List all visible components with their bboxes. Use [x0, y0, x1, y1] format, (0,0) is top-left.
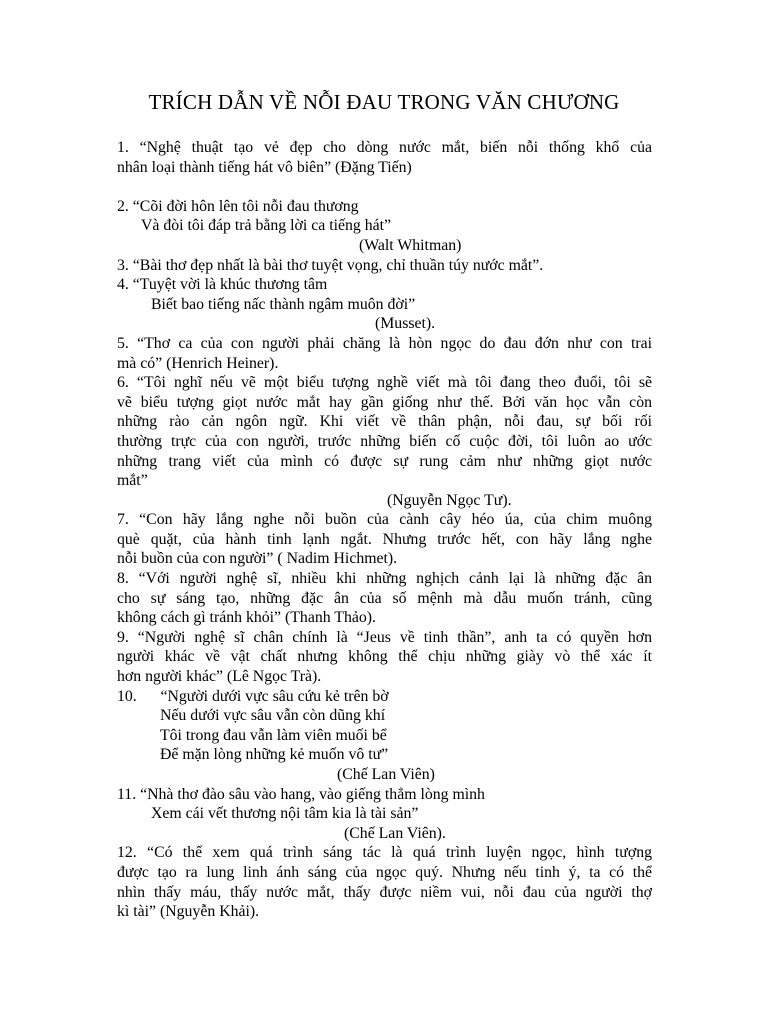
page-title: TRÍCH DẪN VỀ NỖI ĐAU TRONG VĂN CHƯƠNG [148, 90, 620, 114]
quote-6-line-3: những rào cản ngôn ngữ. Khi viết về thân phận, nỗi đau, sự bối rối [117, 413, 652, 431]
paragraph-gap [117, 177, 652, 197]
quote-8-line-2: cho sự sáng tạo, những đặc ân của số mệnh mà dẫu muốn tránh, cũng [117, 589, 652, 607]
quote-1-line-1: 1. “Nghệ thuật tạo vẻ đẹp cho dòng nước mắt, biến nỗi thống khổ của [117, 139, 652, 156]
quote-12-line-3: nhìn thấy máu, thấy nước mắt, thấy được niềm vui, nỗi đau của người thợ [117, 883, 652, 901]
quote-6-line-5: những trang viết của mình có được sự rung cảm như những giọt nước [117, 452, 652, 470]
quote-2-line-2: Và đòi tôi đáp trả bằng lời ca tiếng hát” [141, 217, 392, 235]
document-body [117, 138, 652, 922]
quote-2-author: (Walt Whitman) [359, 236, 462, 254]
quote-11-line-2: Xem cái vết thương nội tâm kia là tài sản” [151, 805, 419, 823]
quote-6-line-4: thường trực của con người, trước những biến cố cuộc đời, tôi luôn ao ước [117, 432, 652, 450]
quote-10-author: (Chế Lan Viên) [337, 766, 435, 783]
quote-5-line-2: mà có” (Henrich Heiner). [117, 354, 279, 372]
quote-11-author: (Chế Lan Viên). [344, 824, 446, 842]
quote-10-line-2: Nếu dưới vực sâu vẫn còn dũng khí [160, 707, 386, 725]
quote-7-line-2: què quặt, của hành tinh lạnh ngắt. Nhưng trước hết, con hãy lắng nghe [117, 530, 652, 548]
quote-6-line-6: mắt” [117, 472, 148, 490]
quote-1-line-2: nhân loại thành tiếng hát vô biên” (Đặng Tiến) [117, 158, 412, 176]
quote-5-line-1: 5. “Thơ ca của con người phải chăng là hòn ngọc do đau đớn như con trai [117, 334, 652, 352]
quote-4-line-2: Biết bao tiếng nấc thành ngâm muôn đời” [151, 295, 416, 313]
quote-7-line-3: nỗi buồn của con người” ( Nadim Hichmet). [117, 550, 398, 568]
quote-12-line-2: được tạo ra lung linh ánh sáng của ngọc quý. Nhưng nếu tinh ý, ta có thể [117, 863, 652, 881]
quote-12-line-1: 12. “Có thể xem quá trình sáng tác là quá trình luyện ngọc, hình tượng [117, 844, 652, 862]
quote-10-line-4: Để mặn lòng những kẻ muốn vô tư” [160, 746, 389, 764]
quote-10-number: 10. [117, 687, 137, 705]
quote-4-line-1: 4. “Tuyệt vời là khúc thương tâm [117, 276, 328, 294]
quote-9-line-2: người khác về vật chất nhưng không thể chịu những giày vò thể xác ít [117, 648, 652, 666]
quote-6-line-1: 6. “Tôi nghĩ nếu vẽ một biểu tượng nghề viết mà tôi đang theo đuổi, tôi sẽ [117, 374, 652, 392]
quote-10-line-1 [117, 687, 652, 707]
quote-6-line-2: vẽ biểu tượng giọt nước mắt hay gần giống như thế. Bởi văn học vẫn còn [117, 393, 652, 411]
quote-12-line-4: kì tài” (Nguyễn Khải). [117, 903, 260, 921]
quote-9-line-1: 9. “Người nghệ sĩ chân chính là “Jeus về tinh thần”, anh ta có quyền hơn [117, 628, 652, 646]
quote-11-line-1: 11. “Nhà thơ đào sâu vào hang, vào giếng thẳm lòng mình [117, 785, 485, 803]
quote-3-line-1: 3. “Bài thơ đẹp nhất là bài thơ tuyệt vọng, chỉ thuần túy nước mắt”. [117, 256, 544, 274]
quote-9-line-3: hơn người khác” (Lê Ngọc Trà). [117, 668, 322, 686]
quote-10-line-3: Tôi trong đau vẫn làm viên muối bể [160, 726, 387, 744]
quote-6-author: (Nguyễn Ngọc Tư). [387, 491, 512, 509]
quote-4-author: (Musset). [375, 315, 436, 333]
quote-2-line-1: 2. “Cõi đời hôn lên tôi nỗi đau thương [117, 197, 359, 215]
quote-10-text: “Người dưới vực sâu cứu kẻ trên bờ [160, 687, 389, 705]
quote-8-line-1: 8. “Với người nghệ sĩ, nhiều khi những nghịch cảnh lại là những đặc ân [117, 570, 652, 588]
quote-7-line-1: 7. “Con hãy lắng nghe nỗi buồn của cành cây héo úa, của chim muông [117, 511, 652, 529]
quote-8-line-3: không cách gì tránh khỏi” (Thanh Thảo). [117, 609, 376, 627]
